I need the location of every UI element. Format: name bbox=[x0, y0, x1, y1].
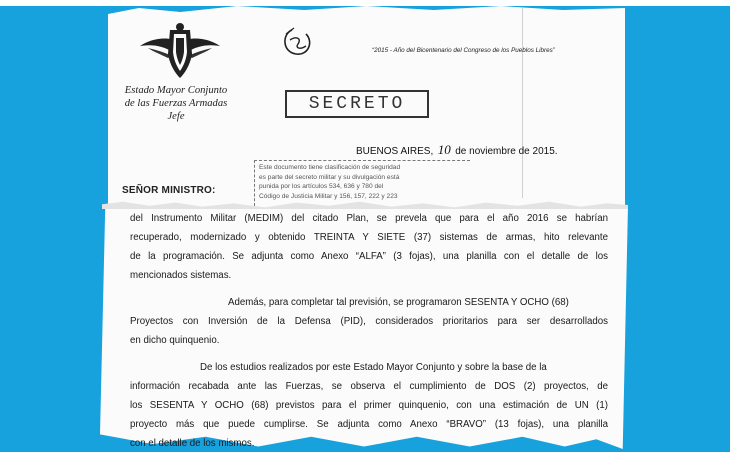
fold-mark bbox=[522, 8, 523, 198]
date-rest: de noviembre de 2015. bbox=[455, 146, 558, 157]
body-line: De los estudios realizados por este Estado Mayor Conjunto y sobre la base de la bbox=[200, 362, 547, 373]
issuing-organization bbox=[114, 84, 238, 123]
document-date bbox=[356, 142, 558, 158]
org-line: de las Fuerzas Armadas bbox=[124, 98, 228, 109]
body-line: Además, para completar tal previsión, se programaron SESENTA Y OCHO (68) bbox=[228, 297, 569, 308]
body-line: mencionados sistemas. bbox=[130, 270, 232, 281]
org-line: Estado Mayor Conjunto bbox=[124, 85, 228, 96]
winged-emblem-icon bbox=[138, 22, 222, 80]
classification-line: Código de Justicia Militar y 156, 157, 222 y 223 bbox=[259, 192, 398, 200]
secret-stamp: SECRETO bbox=[285, 90, 429, 118]
body-line: proyecto más que puede cumplirse. Se adjunta como Anexo “BRAVO” (13 fojas), una planilla bbox=[130, 419, 608, 430]
body-line: en dicho quinquenio. bbox=[130, 335, 220, 346]
body-line: con el detalle de los mismos. bbox=[130, 438, 255, 449]
frame-bottom-edge bbox=[0, 452, 730, 460]
body-line: información recabada ante las Fuerzas, se observa el cumplimiento de DOS (2) proyectos, de bbox=[130, 381, 608, 392]
body-line: de la programación. Se adjunta como Anexo “ALFA” (3 fojas), una planilla con el detalle de los bbox=[130, 251, 608, 262]
handwritten-initial-icon bbox=[276, 26, 320, 58]
org-line: Jefe bbox=[167, 111, 185, 122]
body-line: recuperado, modernizado y obtenido TREINTA Y SIETE (37) sistemas de armas, hito relevante bbox=[130, 232, 608, 243]
classification-line: Este documento tiene clasificación de seguridad bbox=[259, 164, 401, 171]
date-city: BUENOS AIRES, bbox=[356, 146, 434, 157]
salutation: SEÑOR MINISTRO: bbox=[122, 185, 216, 196]
date-day-handwritten: 10 bbox=[437, 142, 451, 157]
body-line: los SESENTA Y OCHO (68) previstos para el primer quinquenio, con una estimación de UN (1) bbox=[130, 400, 608, 411]
frame-top-edge bbox=[0, 0, 730, 6]
body-line: del Instrumento Militar (MEDIM) del citado Plan, se prevela que para el año 2016 se habrían bbox=[130, 213, 608, 224]
commemorative-motto: “2015 - Año del Bicentenario del Congreso de los Pueblos Libres” bbox=[372, 47, 555, 54]
classification-line: es parte del secreto militar y su divulgación está bbox=[259, 173, 400, 181]
classification-stamp bbox=[254, 160, 470, 206]
body-line: Proyectos con Inversión de la Defensa (PID), considerados prioritarios para ser desarrollados bbox=[130, 316, 608, 327]
classification-line: punida por los artículos 534, 636 y 780 del bbox=[259, 183, 384, 190]
